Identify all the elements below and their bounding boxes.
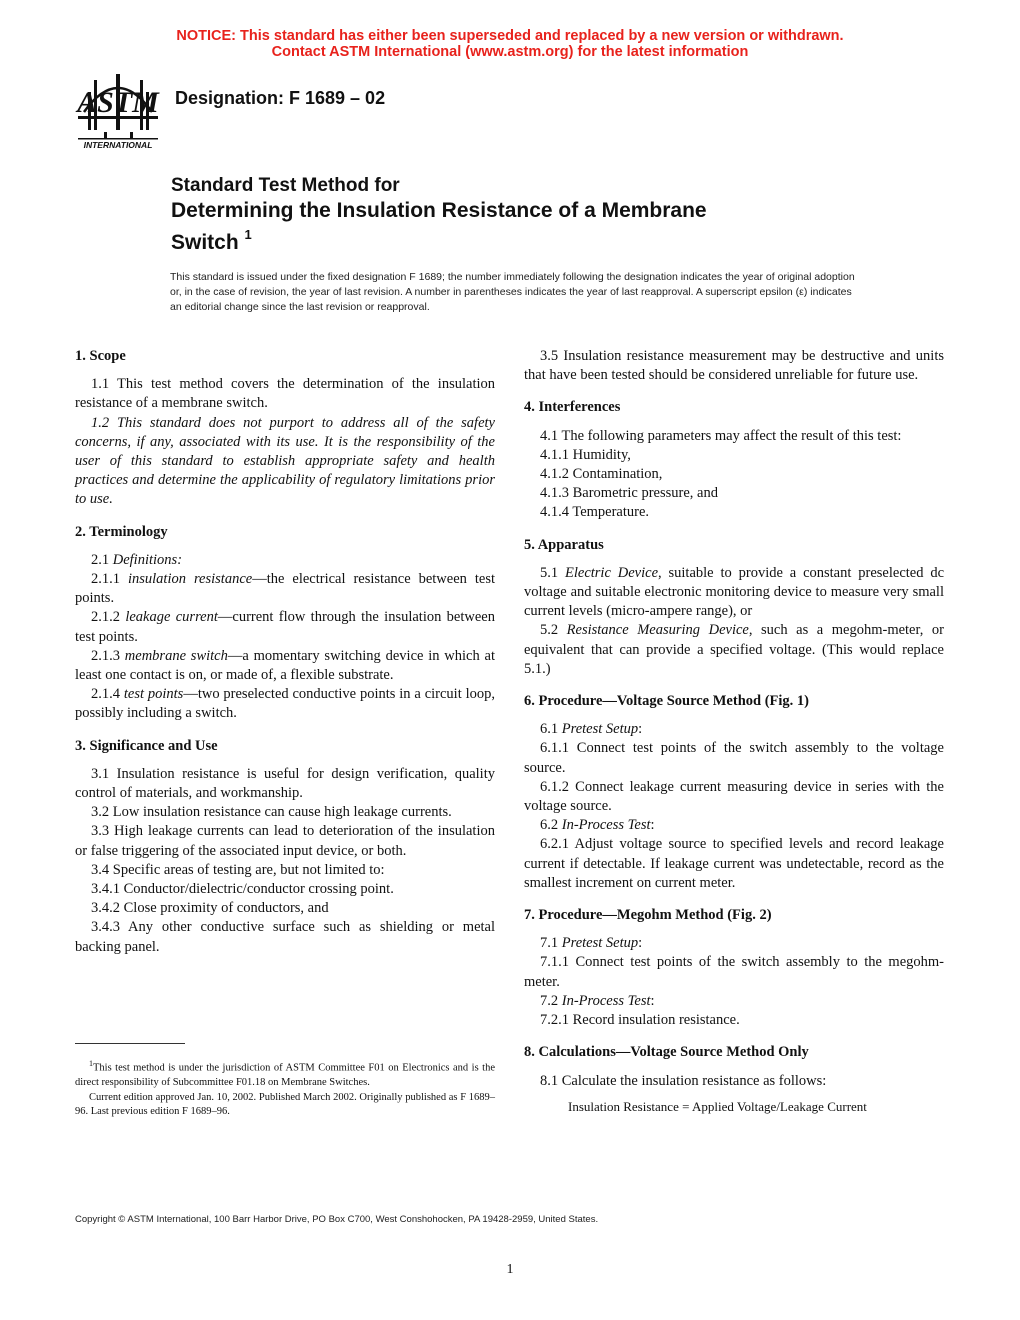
- paragraph-3-4-3: 3.4.3 Any other conductive surface such as shielding or metal backing panel.: [75, 919, 495, 955]
- paragraph-5-1-text: , suitable to provide a constant preselected dc voltage and suitable electronic monitoring device to measure very small current levels (micro-ampere range), or: [524, 564, 945, 620]
- paragraph-7-1-text: :: [638, 935, 643, 952]
- paragraph-7-2-1: 7.2.1 Record insulation resistance.: [540, 1012, 740, 1029]
- title-footnote-mark: 1: [244, 227, 252, 242]
- title-line-1: Standard Test Method for: [171, 175, 400, 196]
- paragraph-6-1-text: :: [638, 721, 643, 738]
- designation: Designation: F 1689 – 02: [175, 88, 386, 108]
- paragraph-2-1-3-text: —a momentary switching device in which at least one contact is on, or made of, a flexible substrate.: [75, 647, 496, 684]
- title-line-3: [171, 224, 871, 256]
- paragraph-5-2: [524, 621, 944, 679]
- svg-text:INTERNATIONAL: INTERNATIONAL: [83, 140, 153, 150]
- paragraph-7-1: [524, 934, 944, 953]
- paragraph-7-1-num: 7.1: [540, 935, 562, 952]
- paragraph-5-2-num: 5.2: [540, 622, 567, 639]
- left-column: [75, 347, 495, 957]
- paragraph-5-1-term: Electric Device: [565, 564, 659, 581]
- paragraph-3-2: 3.2 Low insulation resistance can cause high leakage currents.: [91, 804, 452, 821]
- withdrawal-notice: [0, 28, 1020, 60]
- paragraph-2-1: [75, 551, 495, 570]
- section-heading-scope: 1. Scope: [75, 348, 126, 364]
- paragraph-2-1-1-text: —the electrical resistance between test points.: [75, 571, 496, 607]
- paragraph-4-1-4: 4.1.4 Temperature.: [540, 504, 650, 521]
- paragraph-2-1-term: Definitions:: [112, 551, 183, 568]
- paragraph-2-1-2: [75, 608, 495, 646]
- paragraph-2-1-1-term: insulation resistance: [127, 571, 253, 588]
- paragraph-2-1-1-num: 2.1.1: [91, 571, 128, 588]
- paragraph-7-2: [524, 992, 944, 1011]
- formula: Insulation Resistance = Applied Voltage/Leakage Current: [568, 1098, 867, 1114]
- astm-logo: [74, 72, 162, 152]
- paragraph-6-2: [524, 816, 944, 835]
- copyright: Copyright © ASTM International, 100 Barr Harbor Drive, PO Box C700, West Conshohocken, PA 19428-2959, United States.: [75, 1214, 599, 1225]
- section-heading-apparatus: 5. Apparatus: [524, 536, 604, 553]
- paragraph-3-4: 3.4 Specific areas of testing are, but not limited to:: [91, 861, 385, 878]
- footnote-paragraph-2: Current edition approved Jan. 10, 2002. Published March 2002. Originally published as F 1689–96. Last previous edition F 1689–96.: [75, 1091, 495, 1117]
- paragraph-3-5: 3.5 Insulation resistance measurement may be destructive and units that have been tested should be considered unreliable for future use.: [524, 348, 944, 384]
- paragraph-7-1-1: 7.1.1 Connect test points of the switch assembly to the megohm-meter.: [524, 954, 944, 990]
- paragraph-6-1: [524, 720, 944, 739]
- issued-note: This standard is issued under the fixed designation F 1689; the number immediately following the designation indicates the year of original adoption or, in the case of revision, the year of last revision. A number in parentheses indicates the year of last reapproval. A superscript epsilon (ε) indicates an editorial change since the last revision or reapproval.: [170, 271, 855, 313]
- paragraph-4-1-3: 4.1.3 Barometric pressure, and: [540, 485, 718, 502]
- paragraph-2-1-3-num: 2.1.3: [91, 647, 125, 664]
- paragraph-1-2: 1.2 This standard does not purport to address all of the safety concerns, if any, associated with its use. It is the responsibility of the user of this standard to establish appropriate safety and health practices and determine the applicability of regulatory limitations prior to use.: [75, 414, 495, 508]
- paragraph-2-1-1: [75, 570, 495, 608]
- paragraph-4-1-2: 4.1.2 Contamination,: [540, 466, 663, 483]
- paragraph-5-1: [524, 564, 944, 622]
- footnote-rule: [75, 1043, 185, 1044]
- paragraph-1-1: 1.1 This test method covers the determination of the insulation resistance of a membrane switch.: [75, 376, 495, 412]
- paragraph-7-1-term: Pretest Setup: [561, 935, 639, 952]
- paragraph-2-1-3-term: membrane switch: [124, 647, 228, 664]
- paragraph-3-4-1: 3.4.1 Conductor/dielectric/conductor crossing point.: [91, 881, 394, 898]
- paragraph-2-1-4-num: 2.1.4: [91, 686, 124, 703]
- paragraph-6-1-1: 6.1.1 Connect test points of the switch assembly to the voltage source.: [524, 740, 944, 776]
- title-line-3-text: Switch: [171, 231, 239, 254]
- paragraph-6-1-term: Pretest Setup: [561, 721, 639, 738]
- paragraph-6-2-term: In-Process Test: [561, 817, 651, 834]
- paragraph-2-1-4-term: test points: [123, 686, 184, 703]
- paragraph-3-3: 3.3 High leakage currents can lead to deterioration of the insulation or false triggering of the associated input device, or both.: [75, 823, 495, 859]
- paragraph-4-1-1: 4.1.1 Humidity,: [540, 446, 631, 463]
- footnote-mark: 1: [89, 1059, 93, 1068]
- document-title: [171, 174, 871, 256]
- paragraph-2-1-num: 2.1: [91, 551, 113, 568]
- paragraph-5-2-text: , such as a megohm-meter, or equivalent that can provide a specified voltage. (This would replace 5.1.): [524, 622, 944, 677]
- paragraph-4-1: 4.1 The following parameters may affect the result of this test:: [540, 427, 902, 444]
- notice-line-2: Contact ASTM International (www.astm.org) for the latest information: [271, 44, 749, 60]
- section-heading-significance: 3. Significance and Use: [75, 737, 218, 754]
- footnote-paragraph-1: [75, 1057, 495, 1091]
- paragraph-7-2-term: In-Process Test: [561, 992, 651, 1009]
- right-column: [524, 347, 944, 1116]
- notice-line-1: NOTICE: This standard has either been superseded and replaced by a new version or withdrawn.: [176, 28, 844, 44]
- section-heading-interferences: 4. Interferences: [524, 399, 621, 416]
- paragraph-2-1-4-text: —two preselected conductive points in a circuit loop, possibly including a switch.: [75, 686, 495, 722]
- section-heading-terminology: 2. Terminology: [75, 523, 168, 540]
- title-line-2: Determining the Insulation Resistance of a Membrane: [171, 199, 707, 222]
- section-heading-procedure-megohm: 7. Procedure—Megohm Method (Fig. 2): [524, 907, 772, 924]
- footnote: [75, 1057, 495, 1120]
- paragraph-2-1-2-text: —current flow through the insulation between test points.: [75, 609, 495, 645]
- paragraph-2-1-2-num: 2.1.2: [91, 609, 126, 626]
- paragraph-3-4-2: 3.4.2 Close proximity of conductors, and: [91, 900, 329, 917]
- paragraph-2-1-4: [75, 685, 495, 723]
- svg-text:ASTM: ASTM: [77, 86, 159, 119]
- paragraph-2-1-3: [75, 647, 495, 685]
- section-heading-calculations: 8. Calculations—Voltage Source Method Only: [524, 1044, 809, 1061]
- paragraph-2-1-2-term: leakage current: [125, 609, 218, 626]
- paragraph-8-1: 8.1 Calculate the insulation resistance as follows:: [540, 1072, 827, 1089]
- paragraph-6-1-2: 6.1.2 Connect leakage current measuring device in series with the voltage source.: [524, 778, 944, 815]
- paragraph-6-2-1: 6.2.1 Adjust voltage source to specified levels and record leakage current if detectable. If leakage current was undetectable, record as the smallest increment on current meter.: [524, 836, 944, 891]
- page-number: 1: [506, 1262, 514, 1277]
- paragraph-3-1: 3.1 Insulation resistance is useful for design verification, quality control of materials, and workmanship.: [75, 765, 495, 802]
- paragraph-6-2-num: 6.2: [540, 817, 562, 834]
- astm-logo-icon: [74, 72, 162, 152]
- paragraph-5-1-num: 5.1: [540, 564, 565, 581]
- paragraph-7-2-num: 7.2: [540, 992, 562, 1009]
- footnote-text-1: This test method is under the jurisdiction of ASTM Committee F01 on Electronics and is the direct responsibility of Subcommittee F01.18 on Membrane Switches.: [75, 1062, 495, 1088]
- paragraph-5-2-term: Resistance Measuring Device: [566, 622, 749, 639]
- paragraph-6-2-text: :: [650, 817, 655, 834]
- section-heading-procedure-voltage: 6. Procedure—Voltage Source Method (Fig. 1): [524, 693, 809, 710]
- paragraph-7-2-text: :: [650, 992, 655, 1009]
- paragraph-6-1-num: 6.1: [540, 721, 562, 738]
